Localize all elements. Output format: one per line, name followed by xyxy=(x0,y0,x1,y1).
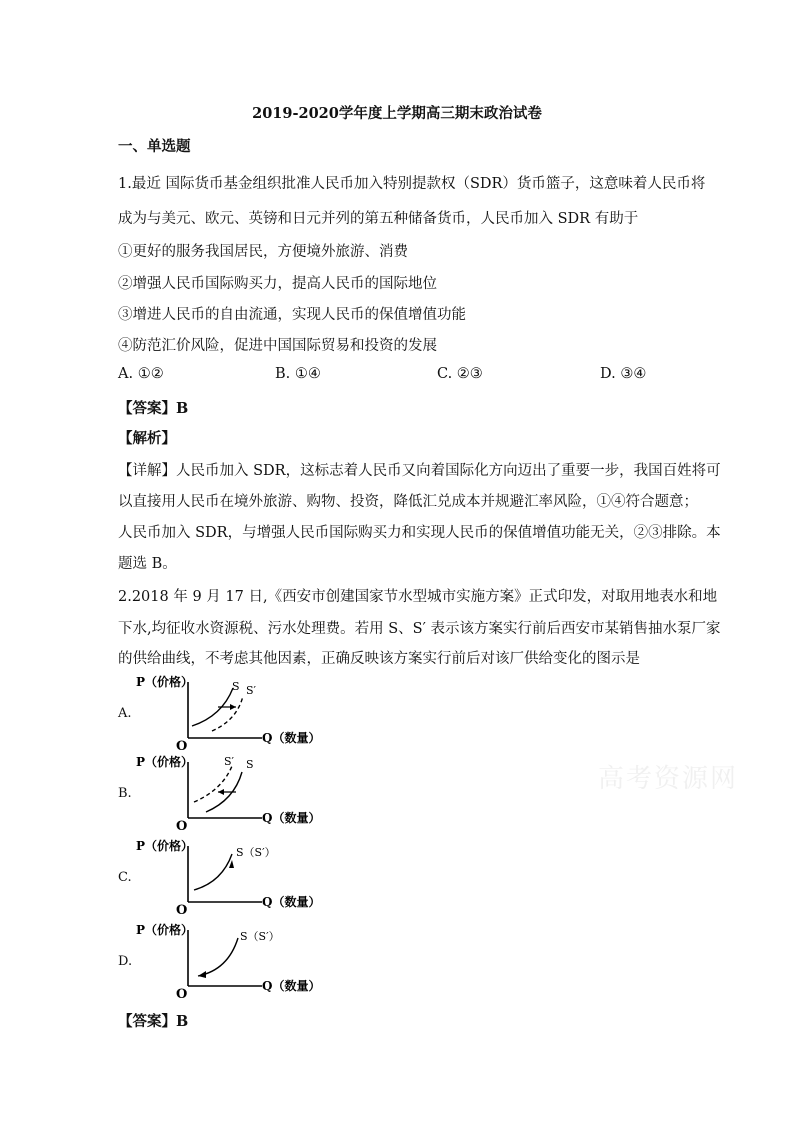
q1-option-d: D. ③④ xyxy=(600,366,647,382)
graph-d-y-label: P（价格） xyxy=(136,923,194,937)
graph-c-arrow-head xyxy=(229,860,234,868)
graph-d-arrow-head xyxy=(198,971,206,978)
q1-option-a: A. ①② xyxy=(118,366,164,382)
graph-b-origin: O xyxy=(176,819,188,834)
q1-item-2: ②增强人民币国际购买力，提高人民币的国际地位 xyxy=(118,276,437,292)
graph-c-x-label: Q（数量） xyxy=(262,895,321,909)
graph-a-origin: O xyxy=(176,739,188,754)
q2-stem-line-1: 2.2018 年 9 月 17 日,《西安市创建国家节水型城市实施方案》正式印发，对取用地表水和地 xyxy=(118,589,718,605)
q2-stem-line-3: 的供给曲线，不考虑其他因素，正确反映该方案实行前后对该厂供给变化的图示是 xyxy=(118,651,640,667)
graph-b-x-label: Q（数量） xyxy=(262,811,321,825)
q1-item-4: ④防范汇价风险，促进中国国际贸易和投资的发展 xyxy=(118,338,437,354)
graph-b-curve-s-prime xyxy=(194,766,232,802)
graph-b-y-label: P（价格） xyxy=(136,755,194,769)
q1-answer: 【答案】B xyxy=(118,400,189,417)
graph-d-curve-s xyxy=(198,938,238,976)
graph-b-curve-label-s-prime: S′ xyxy=(224,755,235,768)
q1-item-3: ③增进人民币的自由流通，实现人民币的保值增值功能 xyxy=(118,307,466,323)
q1-detail-line-2: 以直接用人民币在境外旅游、购物、投资，降低汇兑成本并规避汇率风险，①④符合题意； xyxy=(118,494,698,510)
graph-d-x-label: Q（数量） xyxy=(262,979,321,993)
graph-b-label: B. xyxy=(118,786,132,801)
graph-a-x-label: Q（数量） xyxy=(262,731,321,745)
graph-c-label: C. xyxy=(118,870,132,885)
q1-analysis-heading: 【解析】 xyxy=(118,430,176,447)
graph-c-diagram xyxy=(132,840,358,918)
q1-stem-line-1: 1.最近 国际货币基金组织批准人民币加入特别提款权（SDR）货币篮子，这意味着人民币将 xyxy=(118,176,706,192)
section-heading: 一、单选题 xyxy=(118,138,191,155)
graph-b-diagram xyxy=(132,756,358,834)
q1-option-c: C. ②③ xyxy=(437,366,483,382)
graph-a-arrow-head xyxy=(230,704,236,710)
page-title: 2019-2020学年度上学期高三期末政治试卷 xyxy=(252,105,542,122)
graph-d-label: D. xyxy=(118,954,133,969)
graph-b-curve-label-s: S xyxy=(246,758,254,771)
graph-d-diagram xyxy=(132,924,358,1002)
graph-c-curve-label: S（S′） xyxy=(236,846,276,859)
graph-b-arrow-head xyxy=(218,789,224,795)
q1-detail-line-1: 【详解】人民币加入 SDR，这标志着人民币又向着国际化方向迈出了重要一步，我国百姓将可 xyxy=(118,463,721,479)
graph-d-curve-label: S（S′） xyxy=(240,930,280,943)
graph-c xyxy=(118,840,358,918)
graph-d xyxy=(118,924,358,1002)
q1-option-b: B. ①④ xyxy=(275,366,321,382)
q2-stem-line-2: 下水,均征收水资源税、污水处理费。若用 S、S′ 表示该方案实行前后西安市某销售抽水泵厂家 xyxy=(118,621,721,637)
q1-detail-line-3: 人民币加入 SDR，与增强人民币国际购买力和实现人民币的保值增值功能无关，②③排除。本 xyxy=(118,525,721,541)
q1-item-1: ①更好的服务我国居民，方便境外旅游、消费 xyxy=(118,244,408,260)
graph-c-curve-s xyxy=(194,854,232,890)
graph-c-y-label: P（价格） xyxy=(136,839,194,853)
graph-c-origin: O xyxy=(176,903,188,918)
graph-a-curve-s-prime xyxy=(212,696,243,731)
q1-detail-line-4: 题选 B。 xyxy=(118,556,177,572)
watermark: 高考资源网 xyxy=(598,764,739,794)
graph-b xyxy=(118,756,358,834)
graph-a-label: A. xyxy=(118,706,132,721)
q2-answer: 【答案】B xyxy=(118,1013,189,1030)
graph-a-y-label: P（价格） xyxy=(136,675,194,689)
graph-d-origin: O xyxy=(176,987,188,1002)
graph-a-curve-label-s-prime: S′ xyxy=(246,684,257,697)
graph-a xyxy=(118,676,358,754)
q1-stem-line-2: 成为与美元、欧元、英镑和日元并列的第五种储备货币，人民币加入 SDR 有助于 xyxy=(118,211,639,227)
graph-a-diagram xyxy=(132,676,358,754)
graph-a-curve-label-s: S xyxy=(232,680,240,693)
